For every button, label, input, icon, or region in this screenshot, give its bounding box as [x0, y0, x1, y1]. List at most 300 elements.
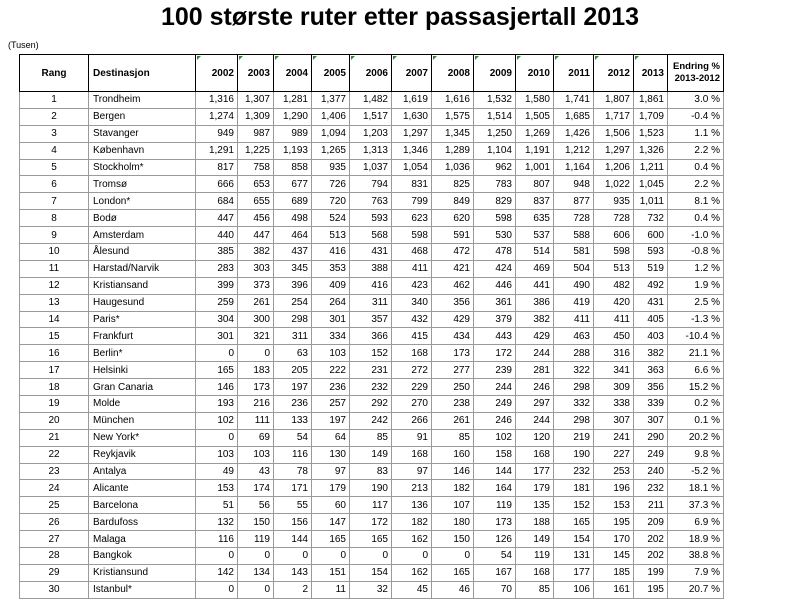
passenger-value-cell: 588	[554, 227, 594, 244]
passenger-value-cell: 266	[392, 412, 432, 429]
rank-cell: 30	[20, 581, 89, 598]
passenger-value-cell: 598	[392, 227, 432, 244]
table-row	[20, 581, 724, 598]
passenger-value-cell: 1,094	[312, 125, 350, 142]
destination-cell: Amsterdam	[89, 227, 196, 244]
passenger-value-cell: 421	[432, 260, 474, 277]
destination-cell: Kristiansand	[89, 277, 196, 294]
rank-cell: 19	[20, 396, 89, 413]
destination-cell: London*	[89, 193, 196, 210]
passenger-value-cell: 154	[554, 531, 594, 548]
passenger-value-cell: 236	[312, 379, 350, 396]
passenger-value-cell: 492	[634, 277, 668, 294]
change-percent-cell: -5.2 %	[668, 463, 724, 480]
passenger-value-cell: 168	[516, 446, 554, 463]
passenger-value-cell: 478	[474, 244, 516, 261]
passenger-value-cell: 0	[196, 548, 238, 565]
year-header: 2006	[350, 55, 392, 92]
passenger-value-cell: 1,709	[634, 108, 668, 125]
passenger-value-cell: 537	[516, 227, 554, 244]
passenger-value-cell: 443	[474, 328, 516, 345]
rank-cell: 20	[20, 412, 89, 429]
passenger-value-cell: 242	[350, 412, 392, 429]
passenger-value-cell: 799	[392, 193, 432, 210]
passenger-value-cell: 357	[350, 311, 392, 328]
rank-cell: 13	[20, 294, 89, 311]
table-row	[20, 227, 724, 244]
passenger-value-cell: 1,291	[196, 142, 238, 159]
rank-cell: 29	[20, 564, 89, 581]
passenger-value-cell: 119	[238, 531, 274, 548]
destination-cell: Helsinki	[89, 362, 196, 379]
passenger-value-cell: 858	[274, 159, 312, 176]
destination-cell: Bardufoss	[89, 514, 196, 531]
table-row	[20, 176, 724, 193]
passenger-value-cell: 213	[392, 480, 432, 497]
passenger-value-cell: 396	[274, 277, 312, 294]
destination-cell: Barcelona	[89, 497, 196, 514]
passenger-value-cell: 0	[196, 581, 238, 598]
passenger-value-cell: 102	[474, 429, 516, 446]
passenger-value-cell: 181	[554, 480, 594, 497]
destination-cell: Kristiansund	[89, 564, 196, 581]
passenger-value-cell: 43	[238, 463, 274, 480]
passenger-value-cell: 0	[238, 548, 274, 565]
passenger-value-cell: 949	[196, 125, 238, 142]
passenger-value-cell: 231	[350, 362, 392, 379]
table-row	[20, 480, 724, 497]
passenger-value-cell: 172	[350, 514, 392, 531]
passenger-value-cell: 63	[274, 345, 312, 362]
rank-cell: 14	[20, 311, 89, 328]
table-row	[20, 345, 724, 362]
passenger-value-cell: 143	[274, 564, 312, 581]
year-header: 2007	[392, 55, 432, 92]
year-header: 2005	[312, 55, 350, 92]
destination-cell: Molde	[89, 396, 196, 413]
passenger-value-cell: 382	[634, 345, 668, 362]
change-percent-cell: 9.8 %	[668, 446, 724, 463]
change-percent-cell: 20.2 %	[668, 429, 724, 446]
passenger-value-cell: 149	[350, 446, 392, 463]
table-row	[20, 379, 724, 396]
rank-cell: 17	[20, 362, 89, 379]
passenger-value-cell: 298	[554, 379, 594, 396]
table-row	[20, 125, 724, 142]
passenger-value-cell: 666	[196, 176, 238, 193]
passenger-value-cell: 1,505	[516, 108, 554, 125]
passenger-value-cell: 1,045	[634, 176, 668, 193]
passenger-value-cell: 356	[432, 294, 474, 311]
passenger-value-cell: 490	[554, 277, 594, 294]
passenger-value-cell: 568	[350, 227, 392, 244]
passenger-value-cell: 164	[474, 480, 516, 497]
passenger-value-cell: 241	[594, 429, 634, 446]
passenger-value-cell: 689	[274, 193, 312, 210]
passenger-value-cell: 264	[312, 294, 350, 311]
passenger-value-cell: 300	[238, 311, 274, 328]
passenger-value-cell: 837	[516, 193, 554, 210]
table-row	[20, 210, 724, 227]
passenger-value-cell: 1,203	[350, 125, 392, 142]
passenger-value-cell: 339	[634, 396, 668, 413]
table-row	[20, 244, 724, 261]
passenger-value-cell: 498	[274, 210, 312, 227]
passenger-value-cell: 1,580	[516, 92, 554, 109]
passenger-value-cell: 51	[196, 497, 238, 514]
passenger-value-cell: 373	[238, 277, 274, 294]
passenger-value-cell: 144	[274, 531, 312, 548]
passenger-value-cell: 989	[274, 125, 312, 142]
passenger-value-cell: 462	[432, 277, 474, 294]
passenger-value-cell: 179	[516, 480, 554, 497]
passenger-value-cell: 173	[238, 379, 274, 396]
passenger-value-cell: 0	[432, 548, 474, 565]
passenger-value-cell: 195	[594, 514, 634, 531]
passenger-value-cell: 1,206	[594, 159, 634, 176]
passenger-value-cell: 620	[432, 210, 474, 227]
change-percent-cell: -0.8 %	[668, 244, 724, 261]
passenger-value-cell: 232	[634, 480, 668, 497]
passenger-value-cell: 298	[554, 412, 594, 429]
passenger-value-cell: 1,377	[312, 92, 350, 109]
passenger-value-cell: 1,274	[196, 108, 238, 125]
passenger-value-cell: 472	[432, 244, 474, 261]
passenger-value-cell: 514	[516, 244, 554, 261]
passenger-value-cell: 1,406	[312, 108, 350, 125]
passenger-value-cell: 1,807	[594, 92, 634, 109]
passenger-value-cell: 142	[196, 564, 238, 581]
change-percent-cell: 20.7 %	[668, 581, 724, 598]
passenger-value-cell: 763	[350, 193, 392, 210]
passenger-value-cell: 446	[474, 277, 516, 294]
passenger-value-cell: 232	[554, 463, 594, 480]
passenger-value-cell: 0	[196, 345, 238, 362]
passenger-value-cell: 311	[274, 328, 312, 345]
change-header-line2: 2013-2012	[674, 73, 720, 84]
year-header: 2009	[474, 55, 516, 92]
passenger-value-cell: 153	[594, 497, 634, 514]
passenger-value-cell: 239	[474, 362, 516, 379]
passenger-value-cell: 593	[350, 210, 392, 227]
change-percent-cell: 3.0 %	[668, 92, 724, 109]
passenger-value-cell: 849	[432, 193, 474, 210]
passenger-value-cell: 1,316	[196, 92, 238, 109]
passenger-value-cell: 1,265	[312, 142, 350, 159]
passenger-value-cell: 102	[196, 412, 238, 429]
comment-marker-icon	[393, 56, 397, 60]
change-percent-cell: 6.9 %	[668, 514, 724, 531]
passenger-value-cell: 222	[312, 362, 350, 379]
destination-cell: Antalya	[89, 463, 196, 480]
passenger-value-cell: 948	[554, 176, 594, 193]
destination-cell: Stockholm*	[89, 159, 196, 176]
passenger-value-cell: 85	[516, 581, 554, 598]
passenger-value-cell: 246	[516, 379, 554, 396]
year-header: 2008	[432, 55, 474, 92]
passenger-value-cell: 1,630	[392, 108, 432, 125]
passenger-value-cell: 126	[474, 531, 516, 548]
passenger-value-cell: 316	[594, 345, 634, 362]
passenger-value-cell: 1,037	[350, 159, 392, 176]
passenger-value-cell: 419	[554, 294, 594, 311]
destination-cell: New York*	[89, 429, 196, 446]
passenger-value-cell: 202	[634, 531, 668, 548]
destination-cell: Ålesund	[89, 244, 196, 261]
passenger-value-cell: 598	[474, 210, 516, 227]
passenger-value-cell: 165	[350, 531, 392, 548]
passenger-value-cell: 83	[350, 463, 392, 480]
destination-header: Destinasjon	[89, 55, 196, 92]
passenger-value-cell: 385	[196, 244, 238, 261]
passenger-value-cell: 524	[312, 210, 350, 227]
change-percent-cell: 2.5 %	[668, 294, 724, 311]
passenger-value-cell: 111	[238, 412, 274, 429]
passenger-value-cell: 411	[392, 260, 432, 277]
passenger-value-cell: 211	[634, 497, 668, 514]
passenger-value-cell: 1,191	[516, 142, 554, 159]
table-row	[20, 396, 724, 413]
passenger-value-cell: 173	[474, 514, 516, 531]
change-header	[668, 55, 724, 92]
passenger-value-cell: 321	[238, 328, 274, 345]
rank-cell: 7	[20, 193, 89, 210]
destination-cell: Reykjavik	[89, 446, 196, 463]
table-row	[20, 531, 724, 548]
passenger-value-cell: 0	[392, 548, 432, 565]
change-percent-cell: 2.2 %	[668, 142, 724, 159]
rank-cell: 8	[20, 210, 89, 227]
passenger-value-cell: 183	[238, 362, 274, 379]
table-row	[20, 514, 724, 531]
rank-cell: 24	[20, 480, 89, 497]
year-header: 2004	[274, 55, 312, 92]
passenger-value-cell: 423	[392, 277, 432, 294]
destination-cell: München	[89, 412, 196, 429]
table-row	[20, 497, 724, 514]
passenger-value-cell: 684	[196, 193, 238, 210]
passenger-value-cell: 334	[312, 328, 350, 345]
passenger-value-cell: 150	[238, 514, 274, 531]
rank-cell: 10	[20, 244, 89, 261]
passenger-value-cell: 468	[392, 244, 432, 261]
year-header: 2011	[554, 55, 594, 92]
passenger-value-cell: 152	[554, 497, 594, 514]
passenger-value-cell: 825	[432, 176, 474, 193]
passenger-value-cell: 133	[274, 412, 312, 429]
rank-cell: 23	[20, 463, 89, 480]
passenger-value-cell: 411	[554, 311, 594, 328]
passenger-value-cell: 1,326	[634, 142, 668, 159]
passenger-value-cell: 190	[554, 446, 594, 463]
passenger-value-cell: 117	[350, 497, 392, 514]
passenger-value-cell: 1,506	[594, 125, 634, 142]
passenger-value-cell: 332	[554, 396, 594, 413]
passenger-value-cell: 182	[432, 480, 474, 497]
passenger-value-cell: 78	[274, 463, 312, 480]
passenger-value-cell: 147	[312, 514, 350, 531]
passenger-value-cell: 209	[634, 514, 668, 531]
passenger-value-cell: 424	[474, 260, 516, 277]
passenger-value-cell: 232	[350, 379, 392, 396]
passenger-value-cell: 240	[634, 463, 668, 480]
passenger-value-cell: 307	[594, 412, 634, 429]
passenger-value-cell: 116	[196, 531, 238, 548]
table-row	[20, 548, 724, 565]
destination-cell: Alicante	[89, 480, 196, 497]
year-header: 2003	[238, 55, 274, 92]
comment-marker-icon	[197, 56, 201, 60]
passenger-value-cell: 0	[196, 429, 238, 446]
year-header: 2010	[516, 55, 554, 92]
comment-marker-icon	[595, 56, 599, 60]
table-row	[20, 142, 724, 159]
change-percent-cell: -0.4 %	[668, 108, 724, 125]
passenger-value-cell: 429	[432, 311, 474, 328]
destination-cell: Berlin*	[89, 345, 196, 362]
passenger-value-cell: 162	[392, 564, 432, 581]
passenger-value-cell: 353	[312, 260, 350, 277]
passenger-value-cell: 154	[350, 564, 392, 581]
table-row	[20, 294, 724, 311]
change-percent-cell: 0.4 %	[668, 159, 724, 176]
passenger-value-cell: 1,290	[274, 108, 312, 125]
passenger-value-cell: 0	[238, 345, 274, 362]
passenger-value-cell: 307	[634, 412, 668, 429]
passenger-value-cell: 11	[312, 581, 350, 598]
destination-cell: Malaga	[89, 531, 196, 548]
passenger-value-cell: 513	[594, 260, 634, 277]
destination-cell: Bodø	[89, 210, 196, 227]
passenger-value-cell: 185	[594, 564, 634, 581]
passenger-value-cell: 250	[432, 379, 474, 396]
passenger-value-cell: 309	[594, 379, 634, 396]
passenger-value-cell: 1,307	[238, 92, 274, 109]
passenger-value-cell: 598	[594, 244, 634, 261]
passenger-value-cell: 379	[474, 311, 516, 328]
passenger-value-cell: 54	[474, 548, 516, 565]
passenger-value-cell: 987	[238, 125, 274, 142]
passenger-value-cell: 732	[634, 210, 668, 227]
change-percent-cell: 0.2 %	[668, 396, 724, 413]
passenger-value-cell: 227	[594, 446, 634, 463]
passenger-value-cell: 1,211	[634, 159, 668, 176]
passenger-value-cell: 1,022	[594, 176, 634, 193]
passenger-value-cell: 1,036	[432, 159, 474, 176]
passenger-value-cell: 1,212	[554, 142, 594, 159]
passenger-value-cell: 272	[392, 362, 432, 379]
passenger-value-cell: 1,289	[432, 142, 474, 159]
passenger-value-cell: 171	[274, 480, 312, 497]
passenger-value-cell: 783	[474, 176, 516, 193]
passenger-value-cell: 281	[516, 362, 554, 379]
change-percent-cell: -1.3 %	[668, 311, 724, 328]
passenger-value-cell: 107	[432, 497, 474, 514]
passenger-value-cell: 431	[350, 244, 392, 261]
passenger-value-cell: 440	[196, 227, 238, 244]
passenger-value-cell: 1,313	[350, 142, 392, 159]
passenger-value-cell: 1,281	[274, 92, 312, 109]
passenger-value-cell: 304	[196, 311, 238, 328]
passenger-value-cell: 219	[554, 429, 594, 446]
passenger-value-cell: 962	[474, 159, 516, 176]
passenger-value-cell: 158	[474, 446, 516, 463]
passenger-value-cell: 132	[196, 514, 238, 531]
comment-marker-icon	[555, 56, 559, 60]
table-row	[20, 412, 724, 429]
passenger-value-cell: 416	[350, 277, 392, 294]
passenger-value-cell: 1,001	[516, 159, 554, 176]
passenger-value-cell: 199	[634, 564, 668, 581]
passenger-value-cell: 726	[312, 176, 350, 193]
change-percent-cell: -1.0 %	[668, 227, 724, 244]
passenger-value-cell: 301	[312, 311, 350, 328]
passenger-value-cell: 119	[474, 497, 516, 514]
passenger-value-cell: 338	[594, 396, 634, 413]
passenger-value-cell: 46	[432, 581, 474, 598]
passenger-value-cell: 447	[196, 210, 238, 227]
passenger-value-cell: 469	[516, 260, 554, 277]
passenger-value-cell: 261	[432, 412, 474, 429]
passenger-value-cell: 463	[554, 328, 594, 345]
passenger-value-cell: 361	[474, 294, 516, 311]
passenger-value-cell: 1,346	[392, 142, 432, 159]
passenger-value-cell: 1,616	[432, 92, 474, 109]
rank-header: Rang	[20, 55, 89, 92]
change-header-line1: Endring %	[673, 61, 720, 72]
rank-cell: 18	[20, 379, 89, 396]
passenger-value-cell: 1,297	[392, 125, 432, 142]
passenger-value-cell: 150	[432, 531, 474, 548]
table-row	[20, 277, 724, 294]
comment-marker-icon	[475, 56, 479, 60]
passenger-value-cell: 1,193	[274, 142, 312, 159]
passenger-value-cell: 606	[594, 227, 634, 244]
passenger-value-cell: 156	[274, 514, 312, 531]
year-header: 2012	[594, 55, 634, 92]
table-row	[20, 311, 724, 328]
passenger-value-cell: 388	[350, 260, 392, 277]
passenger-value-cell: 311	[350, 294, 392, 311]
passenger-value-cell: 97	[312, 463, 350, 480]
passenger-value-cell: 165	[554, 514, 594, 531]
rank-cell: 27	[20, 531, 89, 548]
passenger-value-cell: 85	[432, 429, 474, 446]
passenger-value-cell: 1,104	[474, 142, 516, 159]
passenger-value-cell: 85	[350, 429, 392, 446]
change-percent-cell: 21.1 %	[668, 345, 724, 362]
passenger-value-cell: 1,517	[350, 108, 392, 125]
passenger-value-cell: 519	[634, 260, 668, 277]
passenger-value-cell: 1,523	[634, 125, 668, 142]
passenger-value-cell: 456	[238, 210, 274, 227]
rank-cell: 22	[20, 446, 89, 463]
passenger-value-cell: 653	[238, 176, 274, 193]
change-percent-cell: 18.1 %	[668, 480, 724, 497]
passenger-value-cell: 205	[274, 362, 312, 379]
passenger-value-cell: 91	[392, 429, 432, 446]
passenger-value-cell: 591	[432, 227, 474, 244]
destination-cell: Trondheim	[89, 92, 196, 109]
destination-cell: Istanbul*	[89, 581, 196, 598]
passenger-value-cell: 415	[392, 328, 432, 345]
passenger-value-cell: 116	[274, 446, 312, 463]
table-row	[20, 362, 724, 379]
table-row	[20, 446, 724, 463]
passenger-value-cell: 97	[392, 463, 432, 480]
change-percent-cell: 38.8 %	[668, 548, 724, 565]
passenger-value-cell: 382	[516, 311, 554, 328]
